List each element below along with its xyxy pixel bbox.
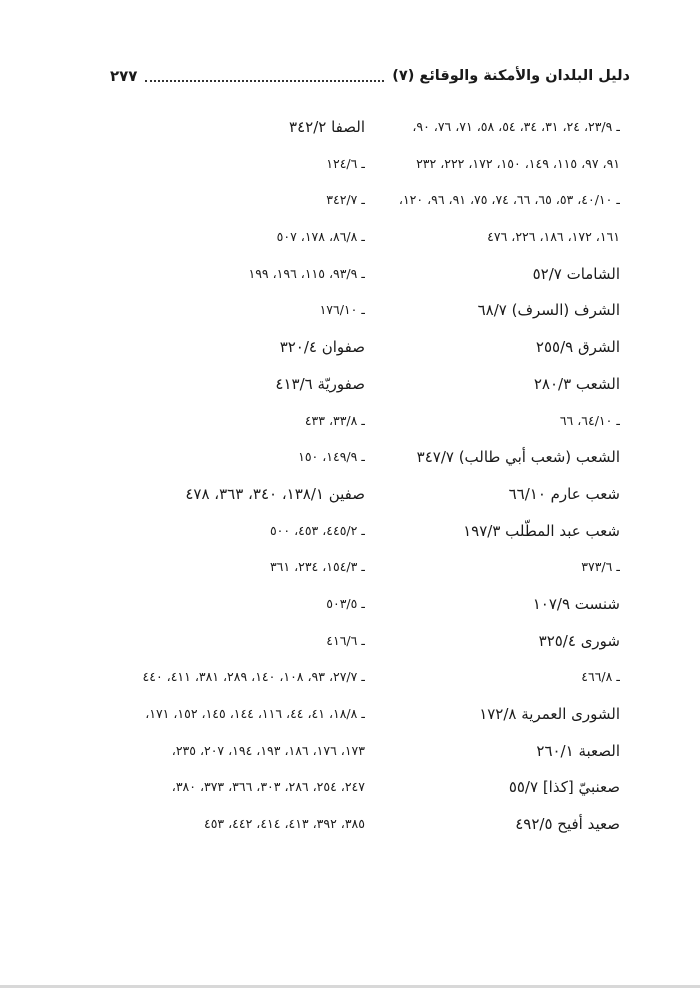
index-entry: ـ ٣٤٢/٧: [326, 192, 365, 208]
index-entry: الصفا ٣٤٢/٢: [289, 118, 365, 136]
index-entry: ـ ٤٠/١٠، ٥٣، ٦٥، ٦٦، ٧٤، ٧٥، ٩١، ٩٦، ١٢٠،: [398, 192, 620, 208]
index-entry: ـ ١٨/٨، ٤١، ٤٤، ١١٦، ١٤٤، ١٤٥، ١٥٢، ١٧١،: [145, 706, 365, 721]
leader-dots: [145, 79, 384, 82]
index-entry: ـ ١٧٦/١٠: [319, 302, 365, 318]
index-column-right: [370, 109, 620, 843]
index-entry: ـ ٦٤/١٠، ٦٦: [559, 412, 620, 428]
index-entry: صفوريّة ٤١٣/٦: [275, 374, 365, 393]
index-entry: ـ ٨٦/٨، ١٧٨، ٥٠٧: [276, 229, 365, 245]
index-entry: صفوان ٣٢٠/٤: [279, 338, 365, 357]
index-entry: ٣٨٥، ٣٩٢، ٤١٣، ٤١٤، ٤٤٢، ٤٥٣: [203, 816, 365, 832]
index-entry: شعب عارم ٦٦/١٠: [508, 484, 620, 503]
index-entry: ـ ٤١٦/٦: [326, 632, 365, 648]
index-entry: ١٦١، ١٧٢، ١٨٦، ٢٢٦، ٤٧٦: [487, 229, 620, 245]
index-entry: صفين ١٣٨/١، ٣٤٠، ٣٦٣، ٤٧٨: [185, 484, 365, 503]
index-entry: الشعب ٢٨٠/٣: [533, 374, 620, 393]
running-header: [110, 62, 630, 90]
index-entry: ـ ١٥٤/٣، ٢٣٤، ٣٦١: [269, 559, 365, 575]
index-entry: الصعبة ٢٦٠/١: [536, 741, 620, 760]
index-entry: شعب عبد المطّلب ١٩٧/٣: [463, 521, 620, 540]
index-entry: ـ ٢٧/٧، ٩٣، ١٠٨، ١٤٠، ٢٨٩، ٣٨١، ٤١١، ٤٤٠: [142, 669, 365, 685]
index-entry: الشرف (السرف) ٦٨/٧: [477, 301, 620, 320]
index-entry: ٩١، ٩٧، ١١٥، ١٤٩، ١٥٠، ١٧٢، ٢٢٢، ٢٣٢: [416, 155, 620, 171]
index-entry: ـ ٤٦٦/٨: [581, 669, 620, 685]
index-entry: الشرق ٢٥٥/٩: [535, 338, 620, 357]
index-entry: ١٧٣، ١٧٦، ١٨٦، ١٩٣، ١٩٤، ٢٠٧، ٢٣٥،: [171, 742, 365, 758]
book-title: دليل البلدان والأمكنة والوقائع (٧): [392, 68, 630, 84]
index-entry: ـ ٤٤٥/٢، ٤٥٣، ٥٠٠: [269, 522, 365, 538]
index-entry: ـ ١٢٤/٦: [326, 155, 365, 171]
index-entry: صعيد أفيح ٤٩٢/٥: [515, 815, 620, 834]
page-number: ٢٧٧: [110, 67, 138, 85]
index-entry: ـ ٢٣/٩، ٢٤، ٣١، ٣٤، ٥٤، ٥٨، ٧١، ٧٦، ٩٠،: [412, 119, 620, 134]
index-entry: شنست ١٠٧/٩: [532, 594, 620, 613]
index-entry: ـ ٣٧٣/٦: [581, 559, 620, 575]
index-entry: الشورى العمرية ١٧٢/٨: [479, 705, 620, 723]
index-entry: ـ ٩٣/٩، ١١٥، ١٩٦، ١٩٩: [248, 265, 365, 281]
index-entry: الشامات ٥٢/٧: [532, 264, 620, 283]
index-entry: شورى ٣٢٥/٤: [538, 631, 620, 650]
index-column-left: [115, 109, 365, 843]
index-entry: الشعب (شعب أبي طالب) ٣٤٧/٧: [416, 448, 620, 467]
index-entry: ـ ١٤٩/٩، ١٥٠: [298, 449, 365, 465]
page-edge-line: [0, 985, 700, 988]
index-entry: صعنبيّ [كذا] ٥٥/٧: [508, 778, 620, 797]
index-entry: ٢٤٧، ٢٥٤، ٢٨٦، ٣٠٣، ٣٦٦، ٣٧٣، ٣٨٠،: [171, 779, 365, 795]
index-entry: ـ ٣٣/٨، ٤٣٣: [304, 412, 365, 428]
index-entry: ـ ٥٠٣/٥: [326, 595, 365, 611]
